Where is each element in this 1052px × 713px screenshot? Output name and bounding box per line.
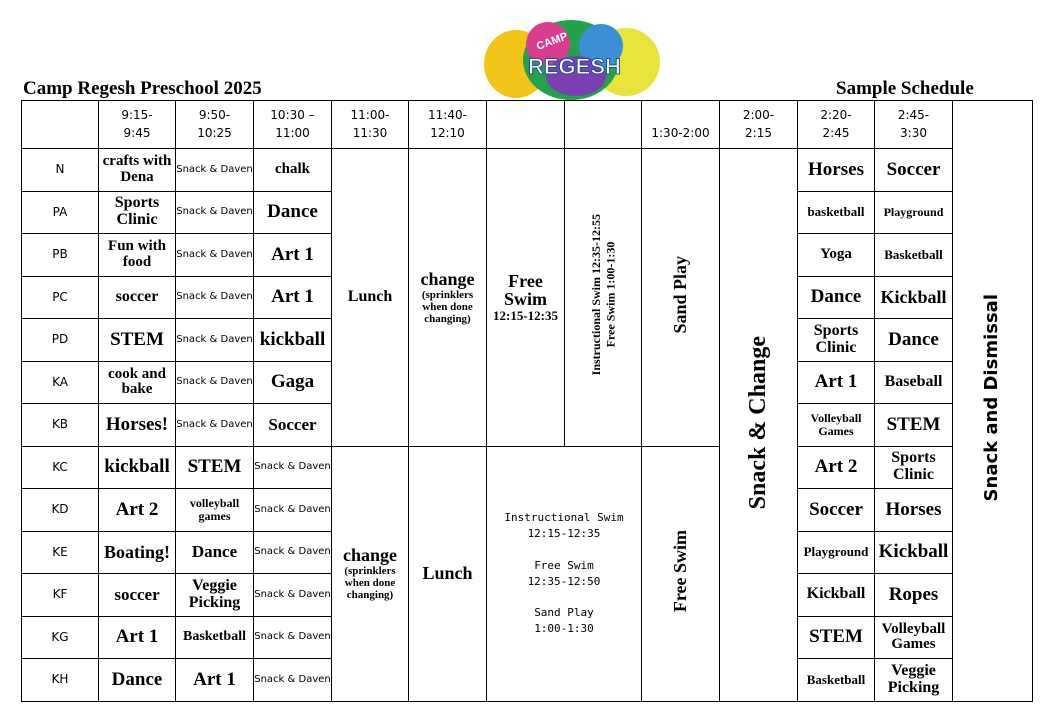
instructional-swim-label: Instructional Swim bbox=[504, 510, 624, 524]
lunch-label: Lunch bbox=[347, 287, 393, 305]
time-header: 2:45- 3:30 bbox=[875, 101, 953, 149]
activity-cell: Basketball bbox=[798, 659, 875, 702]
activity-cell: STEM bbox=[875, 404, 953, 447]
snack-change-block bbox=[720, 149, 798, 702]
activity-cell: Snack & Daven bbox=[176, 319, 254, 362]
activity-cell: Kickball bbox=[875, 531, 953, 574]
activity-cell: Dance bbox=[176, 531, 254, 574]
activity-cell: Horses bbox=[875, 489, 953, 532]
header-empty-cell bbox=[22, 101, 99, 149]
table-row bbox=[22, 446, 1033, 489]
sand-play-label: Sand Play bbox=[534, 606, 594, 620]
activity-cell: Snack & Daven bbox=[176, 276, 254, 319]
activity-cell: Snack & Daven bbox=[176, 234, 254, 277]
activity-cell: Snack & Daven bbox=[254, 446, 332, 489]
page-subtitle: Sample Schedule bbox=[836, 78, 974, 99]
time-header bbox=[565, 101, 642, 149]
activity-cell: STEM bbox=[798, 616, 875, 659]
time-header: 11:40- 12:10 bbox=[409, 101, 487, 149]
group-label: KH bbox=[22, 659, 99, 702]
time-header: 2:00- 2:15 bbox=[720, 101, 798, 149]
time-header: 10:30 – 11:00 bbox=[254, 101, 332, 149]
group-label: KB bbox=[22, 404, 99, 447]
instructional-swim-block bbox=[565, 149, 642, 447]
activity-cell: Kickball bbox=[798, 574, 875, 617]
activity-cell: Veggie Picking bbox=[176, 574, 254, 617]
activity-cell: Art 2 bbox=[798, 446, 875, 489]
instructional-swim-time: 12:15-12:35 bbox=[527, 526, 601, 540]
time-header bbox=[487, 101, 565, 149]
activity-cell: Dance bbox=[254, 191, 332, 234]
change-block-bottom bbox=[332, 446, 409, 701]
activity-cell: Snack & Daven bbox=[254, 659, 332, 702]
activity-cell: Volleyball Games bbox=[798, 404, 875, 447]
group-label: PD bbox=[22, 319, 99, 362]
activity-cell: Sports Clinic bbox=[99, 191, 176, 234]
activity-cell: Art 1 bbox=[798, 361, 875, 404]
free-swim-block-bottom bbox=[642, 446, 720, 701]
activity-cell: Art 2 bbox=[99, 489, 176, 532]
lunch-block bbox=[332, 149, 409, 447]
activity-cell: Dance bbox=[99, 659, 176, 702]
activity-cell: soccer bbox=[99, 276, 176, 319]
svg-text:CAMP: CAMP bbox=[534, 30, 570, 53]
sand-play-label: Sand Play bbox=[670, 256, 691, 334]
group-label: N bbox=[22, 149, 99, 192]
activity-cell: Sports Clinic bbox=[798, 319, 875, 362]
group-label: PC bbox=[22, 276, 99, 319]
activity-cell: Ropes bbox=[875, 574, 953, 617]
dismissal-label: Snack and Dismissal bbox=[981, 294, 1003, 502]
activity-cell: Veggie Picking bbox=[875, 659, 953, 702]
activity-cell: Dance bbox=[875, 319, 953, 362]
activity-cell: STEM bbox=[176, 446, 254, 489]
change-sub-label: (sprinklers when done changing) bbox=[344, 564, 396, 601]
activity-cell: Art 1 bbox=[176, 659, 254, 702]
page-title: Camp Regesh Preschool 2025 bbox=[23, 78, 262, 99]
swim-sand-block bbox=[487, 446, 642, 701]
schedule-table bbox=[21, 100, 1033, 702]
group-label: KE bbox=[22, 531, 99, 574]
activity-cell: cook and bake bbox=[99, 361, 176, 404]
activity-cell: chalk bbox=[254, 149, 332, 192]
snack-change-label: Snack & Change bbox=[744, 335, 771, 510]
group-label: KA bbox=[22, 361, 99, 404]
activity-cell: Art 1 bbox=[99, 616, 176, 659]
activity-cell: basketball bbox=[798, 191, 875, 234]
free-swim-label: Free Swim bbox=[670, 530, 691, 613]
sand-play-block bbox=[642, 149, 720, 447]
activity-cell: Dance bbox=[798, 276, 875, 319]
activity-cell: Art 1 bbox=[254, 234, 332, 277]
time-header-row bbox=[22, 101, 1033, 149]
activity-cell: kickball bbox=[254, 319, 332, 362]
change-sub-label: (sprinklers when done changing) bbox=[421, 288, 474, 325]
activity-cell: Yoga bbox=[798, 234, 875, 277]
activity-cell: Snack & Daven bbox=[254, 489, 332, 532]
activity-cell: Playground bbox=[875, 191, 953, 234]
lunch-block-bottom bbox=[409, 446, 487, 701]
table-row bbox=[22, 149, 1033, 192]
activity-cell: Snack & Daven bbox=[176, 149, 254, 192]
time-header: 1:30-2:00 bbox=[642, 101, 720, 149]
activity-cell: Art 1 bbox=[254, 276, 332, 319]
group-label: KD bbox=[22, 489, 99, 532]
activity-cell: volleyball games bbox=[176, 489, 254, 532]
activity-cell: STEM bbox=[99, 319, 176, 362]
free-swim-label: Free Swim bbox=[503, 270, 547, 310]
activity-cell: Snack & Daven bbox=[176, 191, 254, 234]
activity-cell: Boating! bbox=[99, 531, 176, 574]
lunch-label: Lunch bbox=[422, 562, 473, 583]
time-header: 11:00- 11:30 bbox=[332, 101, 409, 149]
activity-cell: Horses! bbox=[99, 404, 176, 447]
change-block bbox=[409, 149, 487, 447]
group-label: KF bbox=[22, 574, 99, 617]
activity-cell: Snack & Daven bbox=[254, 531, 332, 574]
activity-cell: Sports Clinic bbox=[875, 446, 953, 489]
instructional-swim-label: Instructional Swim 12:35-12:55 Free Swim 1:00-1:30 bbox=[588, 214, 617, 376]
activity-cell: Kickball bbox=[875, 276, 953, 319]
time-header: 9:15- 9:45 bbox=[99, 101, 176, 149]
activity-cell: Soccer bbox=[798, 489, 875, 532]
activity-cell: Soccer bbox=[254, 404, 332, 447]
free-swim-time: 12:35-12:50 bbox=[527, 574, 601, 588]
activity-cell: Basketball bbox=[875, 234, 953, 277]
activity-cell: Snack & Daven bbox=[176, 404, 254, 447]
dismissal-cell bbox=[953, 101, 1033, 702]
free-swim-time: 12:15-12:35 bbox=[493, 308, 558, 324]
activity-cell: crafts with Dena bbox=[99, 149, 176, 192]
group-label: PB bbox=[22, 234, 99, 277]
activity-cell: Snack & Daven bbox=[254, 616, 332, 659]
activity-cell: Basketball bbox=[176, 616, 254, 659]
activity-cell: Baseball bbox=[875, 361, 953, 404]
group-label: KC bbox=[22, 446, 99, 489]
free-swim-label: Free Swim bbox=[534, 558, 594, 572]
activity-cell: Horses bbox=[798, 149, 875, 192]
time-header: 9:50- 10:25 bbox=[176, 101, 254, 149]
change-label: change bbox=[420, 268, 475, 289]
group-label: KG bbox=[22, 616, 99, 659]
activity-cell: Snack & Daven bbox=[254, 574, 332, 617]
activity-cell: Gaga bbox=[254, 361, 332, 404]
group-label: PA bbox=[22, 191, 99, 234]
activity-cell: soccer bbox=[99, 574, 176, 617]
activity-cell: Soccer bbox=[875, 149, 953, 192]
svg-text:REGESH: REGESH bbox=[528, 54, 621, 79]
activity-cell: Snack & Daven bbox=[176, 361, 254, 404]
change-label: change bbox=[343, 544, 397, 565]
activity-cell: Playground bbox=[798, 531, 875, 574]
activity-cell: Fun with food bbox=[99, 234, 176, 277]
sand-play-time: 1:00-1:30 bbox=[534, 622, 594, 636]
activity-cell: kickball bbox=[99, 446, 176, 489]
time-header: 2:20- 2:45 bbox=[798, 101, 875, 149]
free-swim-block bbox=[487, 149, 565, 447]
activity-cell: Volleyball Games bbox=[875, 616, 953, 659]
camp-regesh-logo bbox=[476, 14, 666, 104]
